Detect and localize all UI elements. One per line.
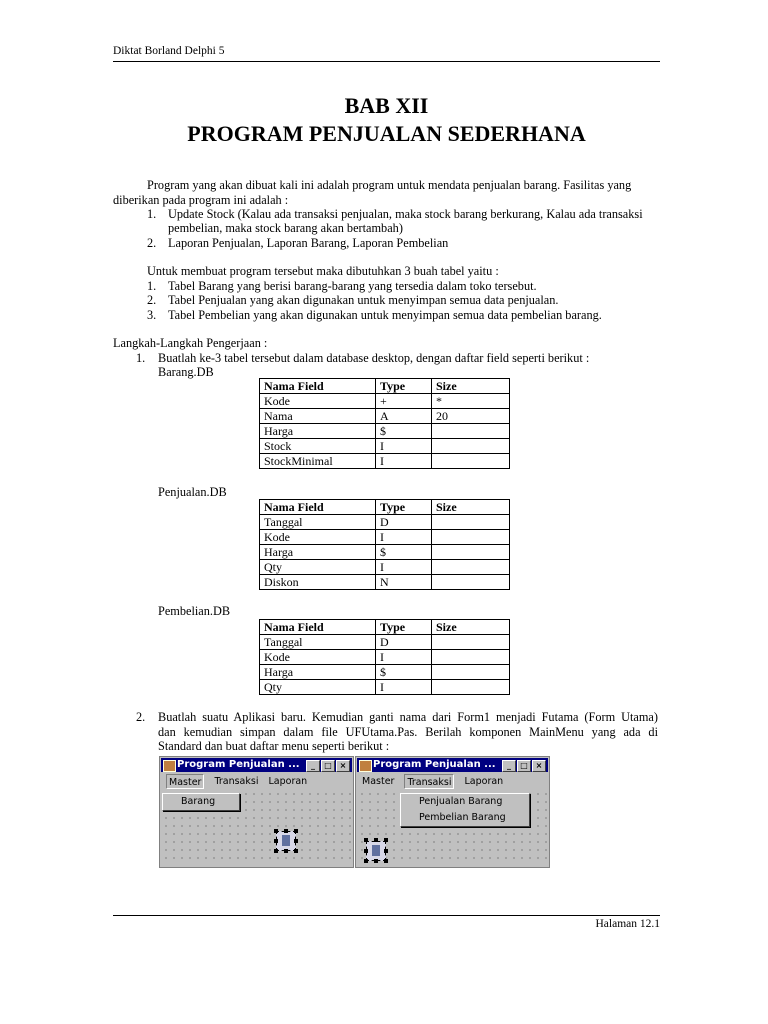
cell-size: 20	[432, 409, 510, 424]
selection-handle	[294, 839, 298, 843]
menu-laporan[interactable]: Laporan	[268, 776, 308, 787]
header-type: Type	[376, 379, 432, 394]
transaksi-dropdown	[400, 793, 530, 827]
cell-field: Tanggal	[260, 635, 376, 650]
selection-handle	[374, 859, 378, 863]
tables-item-2-num: 2.	[147, 293, 157, 307]
cell-type: I	[376, 560, 432, 575]
table-name-barang: Barang.DB	[158, 365, 214, 379]
table-row	[260, 515, 510, 530]
selection-handle	[274, 829, 278, 833]
table-barang	[259, 378, 510, 469]
table-header-row	[260, 620, 510, 635]
table-pembelian	[259, 619, 510, 695]
header-size: Size	[432, 379, 510, 394]
selection-handle	[384, 849, 388, 853]
table-row	[260, 439, 510, 454]
close-button[interactable]: ×	[336, 760, 350, 772]
menu-master[interactable]: Master	[166, 774, 204, 789]
footer-rule	[113, 915, 660, 916]
table-row	[260, 635, 510, 650]
cell-type: I	[376, 439, 432, 454]
table-header-row	[260, 379, 510, 394]
cell-field: Nama	[260, 409, 376, 424]
table-row	[260, 409, 510, 424]
step-2-line-3: Standard dan buat daftar menu seperti berikut :	[158, 739, 390, 753]
header-rule	[113, 61, 660, 62]
master-dropdown	[162, 793, 240, 811]
cell-size	[432, 650, 510, 665]
form-window-master	[159, 756, 354, 868]
cell-size	[432, 530, 510, 545]
cell-field: Harga	[260, 545, 376, 560]
app-icon	[163, 760, 176, 772]
header-nama-field: Nama Field	[260, 500, 376, 515]
cell-field: StockMinimal	[260, 454, 376, 469]
selection-handle	[274, 839, 278, 843]
cell-size	[432, 665, 510, 680]
cell-field: Qty	[260, 560, 376, 575]
table-name-penjualan: Penjualan.DB	[158, 485, 227, 499]
header-nama-field: Nama Field	[260, 379, 376, 394]
tables-item-1-text: Tabel Barang yang berisi barang-barang yang tersedia dalam toko tersebut.	[168, 279, 537, 293]
window-title: Program Penjualan ...	[373, 759, 496, 770]
intro-item-1-line-2: pembelian, maka stock barang akan bertambah)	[168, 221, 403, 235]
menu-bar	[357, 774, 548, 789]
cell-field: Qty	[260, 680, 376, 695]
menu-item-barang[interactable]: Barang	[181, 796, 216, 807]
cell-size	[432, 424, 510, 439]
tables-item-2-text: Tabel Penjualan yang akan digunakan untuk menyimpan semua data penjualan.	[168, 293, 559, 307]
cell-type: D	[376, 635, 432, 650]
cell-size	[432, 545, 510, 560]
menu-laporan[interactable]: Laporan	[464, 776, 504, 787]
cell-size	[432, 575, 510, 590]
selection-handle	[364, 849, 368, 853]
steps-heading: Langkah-Langkah Pengerjaan :	[113, 336, 268, 350]
mainmenu-component-icon[interactable]	[276, 831, 296, 851]
app-icon	[359, 760, 372, 772]
form-window-transaksi	[355, 756, 550, 868]
cell-type: N	[376, 575, 432, 590]
cell-size	[432, 439, 510, 454]
table-name-pembelian: Pembelian.DB	[158, 604, 231, 618]
step-2-line-2: dan kemudian simpan dalam file UFUtama.Pas. Berilah komponen MainMenu yang ada di	[158, 725, 658, 739]
cell-field: Stock	[260, 439, 376, 454]
table-row	[260, 650, 510, 665]
cell-type: I	[376, 680, 432, 695]
menu-transaksi[interactable]: Transaksi	[404, 774, 454, 789]
cell-field: Kode	[260, 530, 376, 545]
selection-handle	[384, 859, 388, 863]
selection-handle	[384, 838, 388, 842]
maximize-button[interactable]: □	[517, 760, 531, 772]
window-title: Program Penjualan ...	[177, 759, 300, 770]
cell-size	[432, 560, 510, 575]
header-type: Type	[376, 500, 432, 515]
cell-field: Kode	[260, 650, 376, 665]
table-row	[260, 665, 510, 680]
table-row	[260, 454, 510, 469]
cell-field: Harga	[260, 424, 376, 439]
cell-type: I	[376, 650, 432, 665]
selection-handle	[284, 849, 288, 853]
cell-type: +	[376, 394, 432, 409]
window-titlebar[interactable]	[357, 758, 548, 772]
table-row	[260, 560, 510, 575]
intro-item-2-text: Laporan Penjualan, Laporan Barang, Laporan Pembelian	[168, 236, 449, 250]
header-nama-field: Nama Field	[260, 620, 376, 635]
selection-handle	[374, 838, 378, 842]
table-penjualan	[259, 499, 510, 590]
cell-type: I	[376, 454, 432, 469]
step-1-num: 1.	[136, 351, 146, 365]
tables-item-3-num: 3.	[147, 308, 157, 322]
chapter-title: PROGRAM PENJUALAN SEDERHANA	[187, 121, 586, 146]
intro-item-1-line-1: Update Stock (Kalau ada transaksi penjualan, maka stock barang berkurang, Kalau ada transaksi	[168, 207, 643, 221]
table-row	[260, 530, 510, 545]
step-2-num: 2.	[136, 710, 146, 724]
close-button[interactable]: ×	[532, 760, 546, 772]
minimize-button[interactable]: _	[502, 760, 516, 772]
header-size: Size	[432, 500, 510, 515]
menu-item-pembelian-barang[interactable]: Pembelian Barang	[419, 812, 506, 823]
selection-handle	[274, 849, 278, 853]
tables-intro-line: Untuk membuat program tersebut maka dibutuhkan 3 buah tabel yaitu :	[147, 264, 499, 278]
cell-size	[432, 454, 510, 469]
selection-handle	[364, 859, 368, 863]
header-size: Size	[432, 620, 510, 635]
intro-item-1-num: 1.	[147, 207, 157, 221]
step-1-text: Buatlah ke-3 tabel tersebut dalam database desktop, dengan daftar field seperti berikut :	[158, 351, 590, 365]
table-row	[260, 394, 510, 409]
table-row	[260, 575, 510, 590]
cell-type: A	[376, 409, 432, 424]
menu-transaksi[interactable]: Transaksi	[214, 776, 259, 787]
cell-size	[432, 635, 510, 650]
intro-line-2: diberikan pada program ini adalah :	[113, 193, 289, 207]
menu-bar	[161, 774, 352, 789]
cell-field: Tanggal	[260, 515, 376, 530]
selection-handle	[364, 838, 368, 842]
mainmenu-component-icon[interactable]	[366, 841, 386, 861]
header-type: Type	[376, 620, 432, 635]
cell-type: D	[376, 515, 432, 530]
menu-item-penjualan-barang[interactable]: Penjualan Barang	[419, 796, 503, 807]
chapter-number: BAB XII	[344, 93, 429, 118]
window-titlebar[interactable]	[161, 758, 352, 772]
cell-field: Diskon	[260, 575, 376, 590]
tables-item-1-num: 1.	[147, 279, 157, 293]
selection-handle	[294, 829, 298, 833]
cell-type: I	[376, 530, 432, 545]
cell-field: Kode	[260, 394, 376, 409]
table-header-row	[260, 500, 510, 515]
page-footer: Halaman 12.1	[595, 918, 660, 930]
table-row	[260, 545, 510, 560]
cell-size	[432, 680, 510, 695]
cell-type: $	[376, 424, 432, 439]
intro-item-2-num: 2.	[147, 236, 157, 250]
cell-size: *	[432, 394, 510, 409]
intro-line-1: Program yang akan dibuat kali ini adalah program untuk mendata penjualan barang. Fasilitas yang	[147, 178, 632, 192]
cell-type: $	[376, 665, 432, 680]
cell-type: $	[376, 545, 432, 560]
maximize-button[interactable]: □	[321, 760, 335, 772]
menu-master[interactable]: Master	[362, 776, 395, 787]
cell-size	[432, 515, 510, 530]
minimize-button[interactable]: _	[306, 760, 320, 772]
selection-handle	[284, 829, 288, 833]
page-header: Diktat Borland Delphi 5	[113, 45, 225, 57]
tables-item-3-text: Tabel Pembelian yang akan digunakan untuk menyimpan semua data pembelian barang.	[168, 308, 602, 322]
table-row	[260, 680, 510, 695]
step-2-line-1: Buatlah suatu Aplikasi baru. Kemudian ganti nama dari Form1 menjadi Futama (Form Utama)	[158, 710, 658, 724]
table-row	[260, 424, 510, 439]
cell-field: Harga	[260, 665, 376, 680]
selection-handle	[294, 849, 298, 853]
